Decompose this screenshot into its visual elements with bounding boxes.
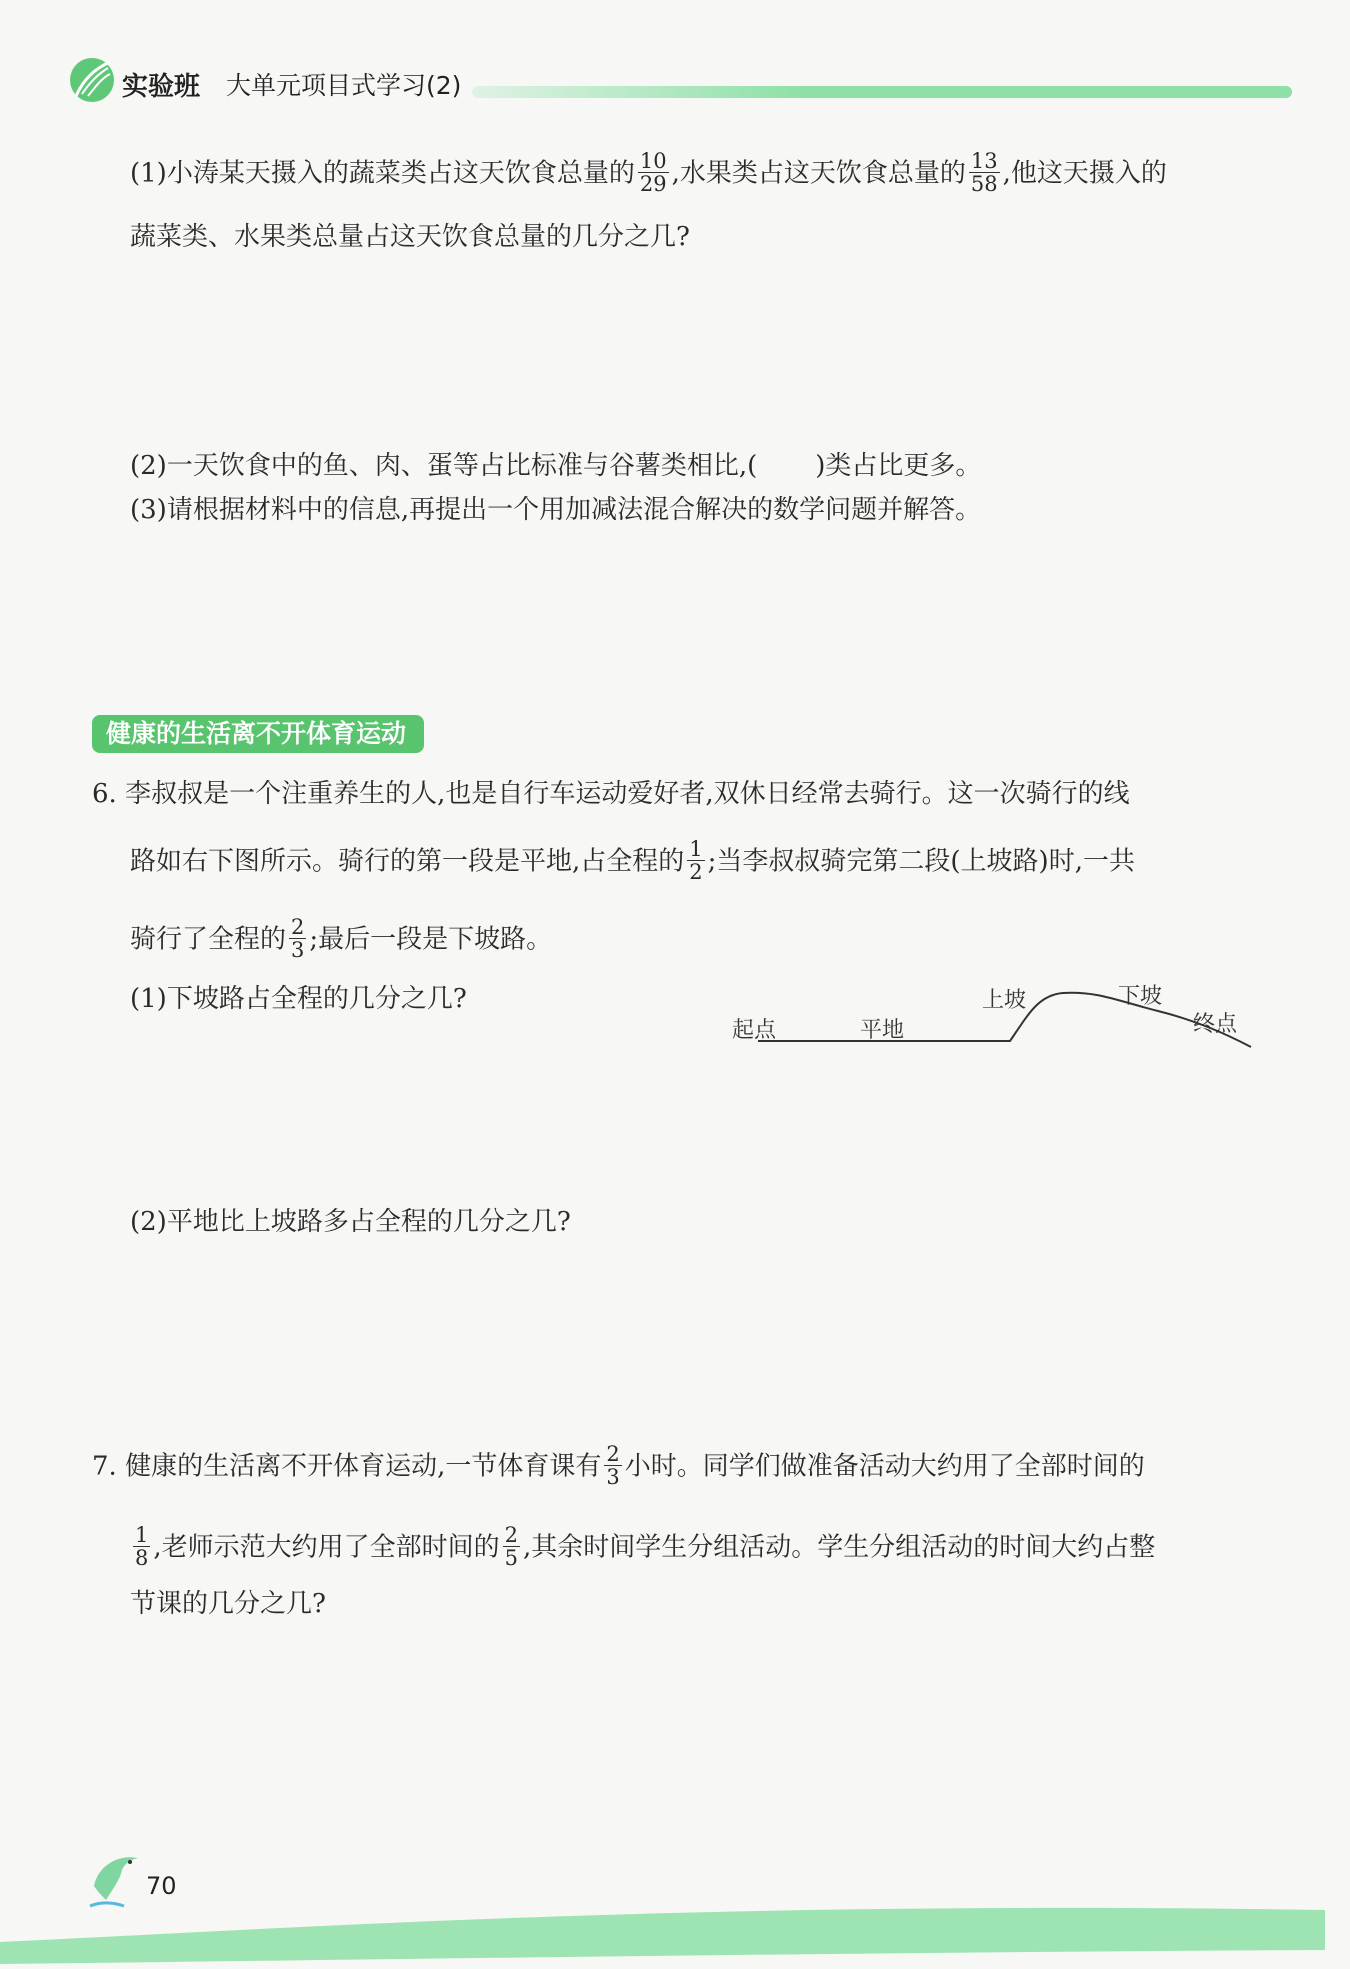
fraction-denominator: 2 — [689, 860, 703, 884]
fraction-numerator: 1 — [135, 1523, 149, 1547]
q7-line1 — [92, 1442, 1145, 1490]
fraction-denominator: 5 — [504, 1546, 519, 1570]
fraction-2-3 — [604, 1443, 621, 1488]
q5-part1-line1 — [130, 149, 1167, 197]
q6-line2-text-a: 路如右下图所示。骑行的第一段是平地,占全程的 — [130, 846, 685, 877]
fraction-2-3 — [289, 916, 306, 961]
q5-part1-text-a: (1)小涛某天摄入的蔬菜类占这天饮食总量的 — [130, 158, 635, 189]
fraction-denominator: 8 — [135, 1546, 149, 1570]
q5-part3: (3)请根据材料中的信息,再提出一个用加减法混合解决的数学问题并解答。 — [130, 495, 982, 525]
q7-line2-text-b: ,其余时间学生分组活动。学生分组活动的时间大约占整 — [523, 1532, 1156, 1563]
fraction-denominator: 3 — [606, 1465, 620, 1489]
q7-line1-text-a: 7. 健康的生活离不开体育运动,一节体育课有 — [92, 1451, 602, 1482]
q6-line2 — [130, 837, 1135, 885]
route-diagram — [728, 975, 1258, 1065]
brand-label: 实验班 — [122, 72, 201, 102]
q6-line3-text-b: ;最后一段是下坡路。 — [309, 924, 553, 955]
fraction-denominator: 58 — [970, 172, 998, 196]
q6-line2-text-b: ;当李叔叔骑完第二段(上坡路)时,一共 — [707, 846, 1135, 877]
q5-part1-text-c: ,他这天摄入的 — [1002, 158, 1167, 189]
q7-line2-text-a: ,老师示范大约用了全部时间的 — [153, 1532, 500, 1563]
q6-sub1: (1)下坡路占全程的几分之几? — [130, 984, 467, 1014]
q5-part2 — [130, 449, 981, 483]
uphill-label: 上坡 — [982, 988, 1027, 1013]
page-number: 70 — [146, 1872, 177, 1900]
fraction-denominator: 3 — [291, 938, 305, 962]
header-accent-bar — [472, 86, 1292, 98]
fraction-1-8 — [133, 1524, 150, 1569]
fraction-numerator: 13 — [970, 149, 998, 173]
page-header — [68, 52, 1298, 112]
section-tag: 健康的生活离不开体育运动 — [92, 715, 424, 753]
q5-part1-text-b: ,水果类占这天饮食总量的 — [671, 158, 966, 189]
downhill-label: 下坡 — [1118, 984, 1163, 1009]
unit-title: 大单元项目式学习(2) — [226, 71, 462, 100]
q6-line3-text-a: 骑行了全程的 — [130, 924, 287, 955]
q5-part2-text-b: )类占比更多。 — [815, 451, 982, 481]
fraction-10-29 — [638, 150, 669, 195]
end-label: 终点 — [1193, 1012, 1238, 1037]
dolphin-icon — [84, 1846, 148, 1914]
q5-part1-line2: 蔬菜类、水果类总量占这天饮食总量的几分之几? — [130, 222, 690, 252]
fraction-numerator: 1 — [689, 837, 703, 861]
q5-part2-text-a: (2)一天饮食中的鱼、肉、蛋等占比标准与谷薯类相比,( — [130, 451, 758, 481]
q7-line2 — [130, 1523, 1156, 1571]
fraction-numerator: 2 — [291, 915, 305, 939]
q6-sub2: (2)平地比上坡路多占全程的几分之几? — [130, 1207, 571, 1237]
fraction-numerator: 10 — [639, 149, 667, 173]
flat-label: 平地 — [860, 1018, 905, 1043]
leaf-icon — [68, 56, 116, 104]
q6-line3 — [130, 915, 553, 963]
fraction-denominator: 29 — [639, 172, 667, 196]
fraction-numerator: 2 — [504, 1523, 519, 1547]
q7-line3: 节课的几分之几? — [130, 1589, 326, 1619]
start-label: 起点 — [732, 1018, 777, 1043]
fraction-numerator: 2 — [606, 1442, 620, 1466]
q6-line1: 6. 李叔叔是一个注重养生的人,也是自行车运动爱好者,双休日经常去骑行。这一次骑行的线 — [92, 779, 1130, 809]
q7-line1-text-b: 小时。同学们做准备活动大约用了全部时间的 — [624, 1451, 1145, 1482]
footer-wave — [0, 1880, 1350, 1969]
fraction-13-58 — [969, 150, 1000, 195]
fraction-2-5 — [503, 1524, 520, 1569]
fraction-1-2 — [687, 838, 704, 883]
